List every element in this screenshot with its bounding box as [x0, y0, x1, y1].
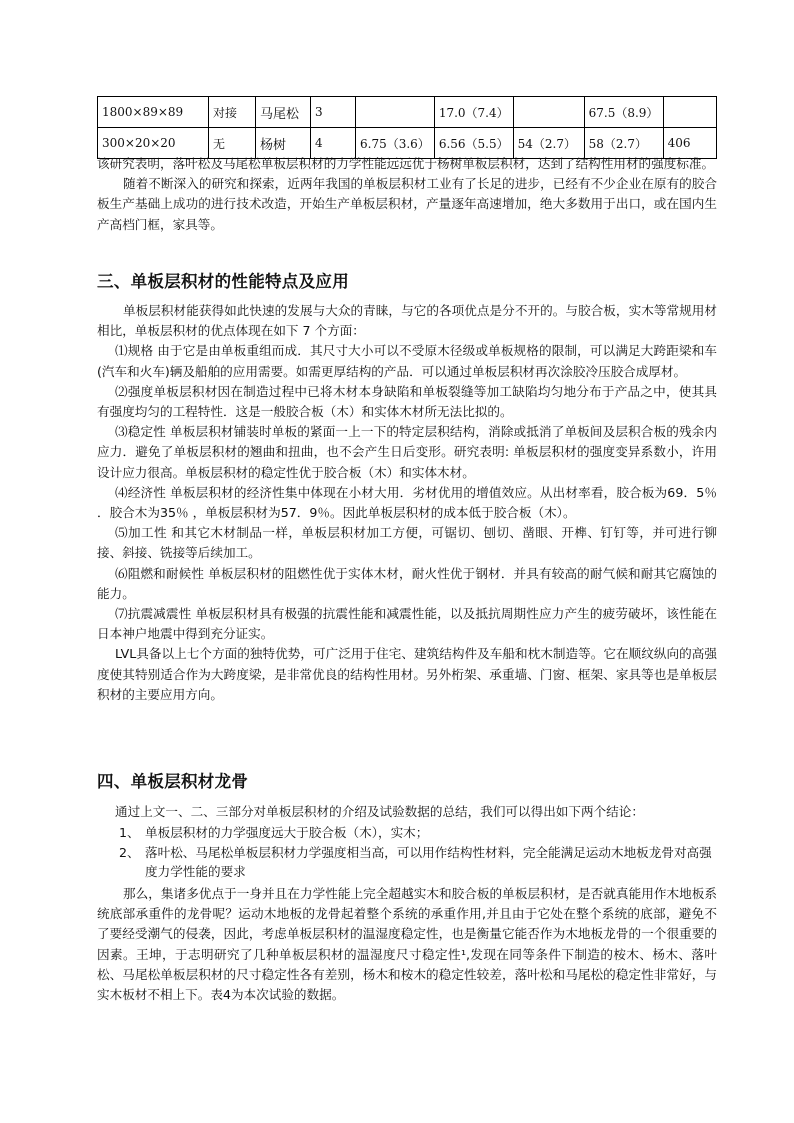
section-heading: 三、单板层积材的性能特点及应用 — [97, 272, 349, 291]
list-item: ⑺抗震减震性 单板层积材具有极强的抗震性能和减震性能，以及抵抗周期性应力产生的疲劳破坏，该性能在日本神户地震中得到充分证实。 — [97, 606, 717, 642]
list-number: 2、 — [119, 844, 140, 860]
list-item — [97, 843, 717, 882]
paragraph: 单板层积材能获得如此快速的发展与大众的青睐，与它的各项优点是分不开的。与胶合板，实木等常规用材相比，单板层积材的优点体现在如下 7 个方面： — [97, 303, 717, 339]
table-cell: 杨树 — [256, 128, 311, 159]
list-text: 落叶松、马尾松单板层积材力学强度相当高，可以用作结构性材料，完全能满足运动木地板龙骨对高强度力学性能的要求 — [145, 844, 712, 879]
list-item: ⑶稳定性 单板层积材铺装时单板的紧面一上一下的特定层积结构，消除或抵消了单板间及层积合板的残余内应力．避免了单板层积材的翘曲和扭曲，也不会产生日后变形。研究表明: 单板层积材的强度变异系数小，许用设计应力很高。单板层积材的稳定性优于胶合板（木）和实体木材。 — [97, 424, 717, 480]
list-item: ⑷经济性 单板层积材的经济性集中体现在小材大用．劣材优用的增值效应。从出材率看，胶合板为69．5％ ．胶合木为35％ ，单板层积材为57．9％。因此单板层积材的成本低于胶合板（木）。 — [97, 484, 717, 521]
list-item: ⑴规格 由于它是由单板重组而成．其尺寸大小可以不受原木径级或单板规格的限制，可以满足大跨距梁和车(汽车和火车)辆及船舶的应用需要。如需更厚结构的产品．可以通过单板层积材再次涂胶冷压胶合成厚材。 — [97, 343, 717, 379]
list-item: ⑵强度单板层积材因在制造过程中已将木材本身缺陷和单板裂缝等加工缺陷均匀地分布于产品之中，使其具有强度均匀的工程特性．这是一般胶合板（木）和实体木材所无法比拟的。 — [97, 383, 717, 420]
paragraph: LVL具备以上七个方面的独特优势，可广泛用于住宅、建筑结构件及车船和枕木制造等。它在顺纹纵向的高强度使其特别适合作为大跨度梁，是非常优良的结构性用材。另外桁架、承重墙、门窗、框架、家具等也是单板层积材的主要应用方向。 — [97, 646, 717, 702]
table-cell — [356, 97, 435, 128]
paragraph: 那么，集诸多优点于一身并且在力学性能上完全超越实木和胶合板的单板层积材，是否就真能用作木地板系统底部承重件的龙骨呢？运动木地板的龙骨起着整个系统的承重作用,并且由于它处在整个系统的底部，避免不了要经受潮气的侵袭，因此，考虑单板层积材的温湿度稳定性，也是衡量它能否作为木地板龙骨的一个很重要的因素。王坤，于志明研究了几种单板层积材的温湿度尺寸稳定性¹,发现在同等条件下制造的桉木、杨木、落叶松、马尾松单板层积材的尺寸稳定性各有差别，杨木和桉木的稳定性较差，落叶松和马尾松的稳定性非常好，与实木板材不相上下。表4为本次试验的数据。 — [97, 886, 717, 1003]
table-cell — [513, 97, 584, 128]
paragraph: 该研究表明，落叶松及马尾松单板层积材的力学性能远远优于杨树单板层积材，达到了结构性用材的强度标准。 — [97, 156, 715, 171]
table-row — [98, 97, 717, 128]
conclusion-list — [97, 823, 717, 882]
list-number: 1、 — [119, 825, 140, 840]
list-item: ⑹阻燃和耐候性 单板层积材的阻燃性优于实体木材，耐火性优于钢材．并具有较高的耐气候和耐其它腐蚀的能力。 — [97, 565, 717, 601]
list-text: 单板层积材的力学强度远大于胶合板（木），实木； — [145, 825, 429, 840]
table-cell: 无 — [209, 128, 256, 159]
table-cell: 4 — [311, 128, 356, 159]
section4-intro — [97, 802, 717, 822]
table-cell: 17.0（7.4） — [434, 97, 513, 128]
section-heading: 四、单板层积材龙骨 — [97, 772, 249, 791]
section3-body — [97, 301, 717, 705]
table-cell: 对接 — [209, 97, 256, 128]
section4-body — [97, 884, 717, 1005]
data-table — [97, 96, 717, 159]
table-cell — [663, 97, 716, 128]
paragraph: 随着不断深入的研究和探索，近两年我国的单板层积材工业有了长足的进步，已经有不少企业在原有的胶合板生产基础上成功的进行技术改造，开始生产单板层积材，产量逐年高速增加，绝大多数用于出口，或在国内生产高档门框，家具等。 — [97, 176, 717, 232]
table-cell: 6.56（5.5） — [434, 128, 513, 159]
table-cell: 300×20×20 — [98, 128, 209, 159]
intro-text — [97, 154, 717, 235]
table-cell: 3 — [311, 97, 356, 128]
table-cell: 6.75（3.6） — [356, 128, 435, 159]
table-cell: 1800×89×89 — [98, 97, 209, 128]
list-item — [97, 823, 717, 843]
table-cell: 马尾松 — [256, 97, 311, 128]
table-cell: 58（2.7） — [584, 128, 663, 159]
list-item: ⑸加工性 和其它木材制品一样，单板层积材加工方便，可锯切、刨切、凿眼、开榫、钉钉等，并可进行铆接、斜接、铣接等后续加工。 — [97, 525, 717, 561]
table-cell: 54（2.7） — [513, 128, 584, 159]
table-cell: 406 — [663, 128, 716, 159]
table-cell: 67.5（8.9） — [584, 97, 663, 128]
paragraph: 通过上文一、二、三部分对单板层积材的介绍及试验数据的总结，我们可以得出如下两个结论： — [115, 804, 644, 819]
